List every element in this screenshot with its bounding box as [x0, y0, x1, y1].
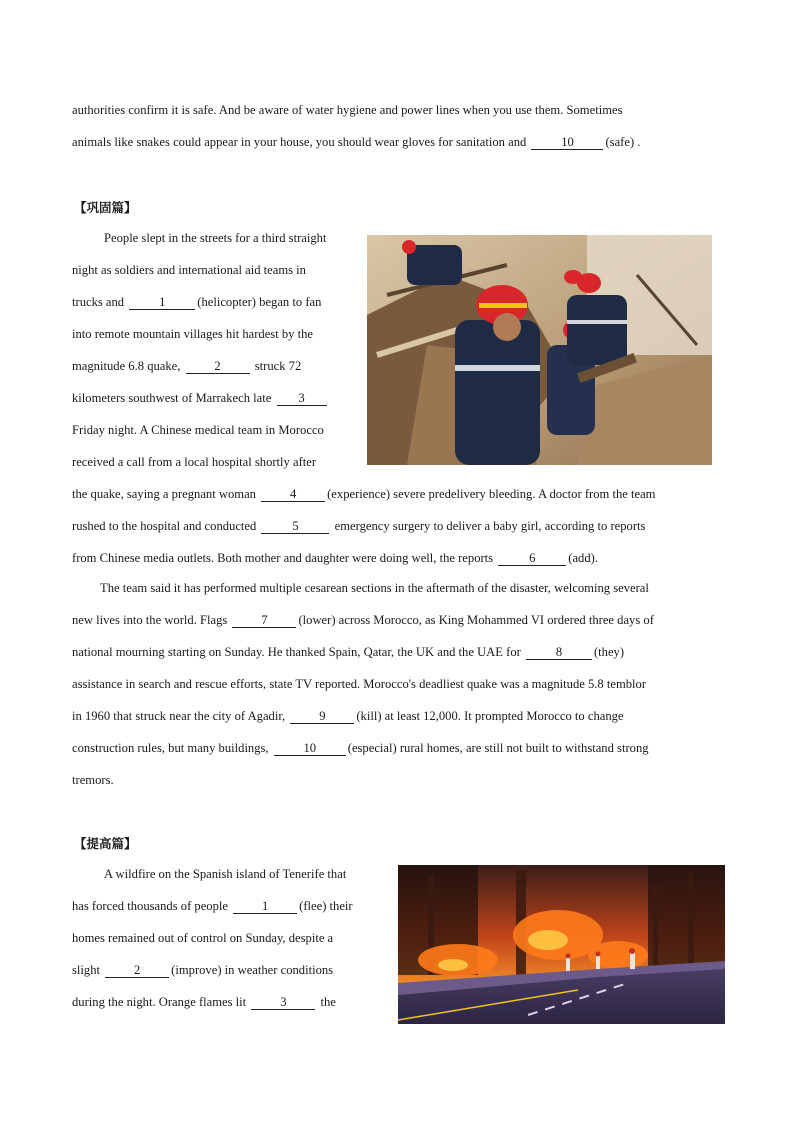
- s2-line-1: People slept in the streets for a third straight: [104, 231, 327, 245]
- text: kilometers southwest of Marrakech late: [72, 391, 272, 405]
- s2-line-11: [72, 550, 598, 566]
- text: construction rules, but many buildings,: [72, 741, 269, 755]
- answer-blank[interactable]: 9: [290, 709, 354, 724]
- s3-line-5: [72, 994, 336, 1010]
- answer-blank[interactable]: 2: [186, 359, 250, 374]
- s2-line-13: [72, 612, 654, 628]
- text: slight: [72, 963, 100, 977]
- text: (kill) at least 12,000. It prompted Morocco to change: [356, 709, 624, 723]
- s2-line-7: Friday night. A Chinese medical team in Morocco: [72, 423, 324, 437]
- s2-line-10: [72, 518, 645, 534]
- answer-blank[interactable]: 6: [498, 551, 566, 566]
- s2-line-14: [72, 644, 624, 660]
- answer-blank[interactable]: 3: [277, 391, 327, 406]
- wildfire-photo: [398, 865, 725, 1024]
- answer-blank[interactable]: 7: [232, 613, 296, 628]
- s2-line-5: [72, 358, 301, 374]
- text: emergency surgery to deliver a baby girl, according to reports: [334, 519, 646, 533]
- top-line-1: authorities confirm it is safe. And be aware of water hygiene and power lines when you use them. Sometimes: [72, 103, 623, 117]
- s3-line-1: A wildfire on the Spanish island of Tenerife that: [104, 867, 347, 881]
- s2-line-18: tremors.: [72, 773, 114, 787]
- answer-blank[interactable]: 4: [261, 487, 325, 502]
- answer-blank[interactable]: 10: [274, 741, 346, 756]
- text: new lives into the world. Flags: [72, 613, 228, 627]
- s2-line-3: [72, 294, 321, 310]
- text: (safe) .: [605, 135, 641, 149]
- text: (flee) their: [299, 899, 353, 913]
- answer-blank[interactable]: 3: [251, 995, 315, 1010]
- top-line-2: [72, 134, 640, 150]
- answer-blank[interactable]: 10: [531, 135, 603, 150]
- text: has forced thousands of people: [72, 899, 228, 913]
- s2-line-9: [72, 486, 655, 502]
- s2-line-4: into remote mountain villages hit hardest by the: [72, 327, 313, 341]
- text: in 1960 that struck near the city of Agadir,: [72, 709, 286, 723]
- text: magnitude 6.8 quake,: [72, 359, 181, 373]
- text: (improve) in weather conditions: [171, 963, 334, 977]
- s3-line-4: [72, 962, 333, 978]
- answer-blank[interactable]: 1: [233, 899, 297, 914]
- answer-blank[interactable]: 5: [261, 519, 329, 534]
- s2-line-17: [72, 740, 649, 756]
- text: animals like snakes could appear in your house, you should wear gloves for sanitation and: [72, 135, 527, 149]
- answer-blank[interactable]: 2: [105, 963, 169, 978]
- text: national mourning starting on Sunday. He thanked Spain, Qatar, the UK and the UAE for: [72, 645, 521, 659]
- s2-line-8: received a call from a local hospital shortly after: [72, 455, 317, 469]
- s2-line-6: [72, 390, 329, 406]
- s2-line-15: assistance in search and rescue efforts, state TV reported. Morocco's deadliest quake was a magnitude 5.8 temblor: [72, 677, 647, 691]
- text: (helicopter) began to fan: [197, 295, 322, 309]
- rescue-workers-photo: [367, 235, 712, 465]
- answer-blank[interactable]: 1: [129, 295, 195, 310]
- text: the quake, saying a pregnant woman: [72, 487, 256, 501]
- text: (lower) across Morocco, as King Mohammed VI ordered three days of: [298, 613, 654, 627]
- text: the: [320, 995, 336, 1009]
- s3-line-2: [72, 898, 353, 914]
- section-heading-advanced: 【提高篇】: [74, 836, 137, 851]
- text: during the night. Orange flames lit: [72, 995, 247, 1009]
- text: rushed to the hospital and conducted: [72, 519, 257, 533]
- text: (they): [593, 645, 625, 659]
- text: (add).: [568, 551, 598, 565]
- text: from Chinese media outlets. Both mother and daughter were doing well, the reports: [72, 551, 494, 565]
- text: trucks and: [72, 295, 125, 309]
- s2-line-2: night as soldiers and international aid teams in: [72, 263, 306, 277]
- s2-line-16: [72, 708, 624, 724]
- section-heading-consolidate: 【巩固篇】: [74, 200, 137, 215]
- text: (experience) severe predelivery bleeding. A doctor from the team: [327, 487, 656, 501]
- answer-blank[interactable]: 8: [526, 645, 592, 660]
- text: struck 72: [254, 359, 302, 373]
- s2-line-12: The team said it has performed multiple cesarean sections in the aftermath of the disaster, welcoming several: [100, 581, 649, 595]
- text: (especial) rural homes, are still not built to withstand strong: [347, 741, 649, 755]
- s3-line-3: homes remained out of control on Sunday, despite a: [72, 931, 334, 945]
